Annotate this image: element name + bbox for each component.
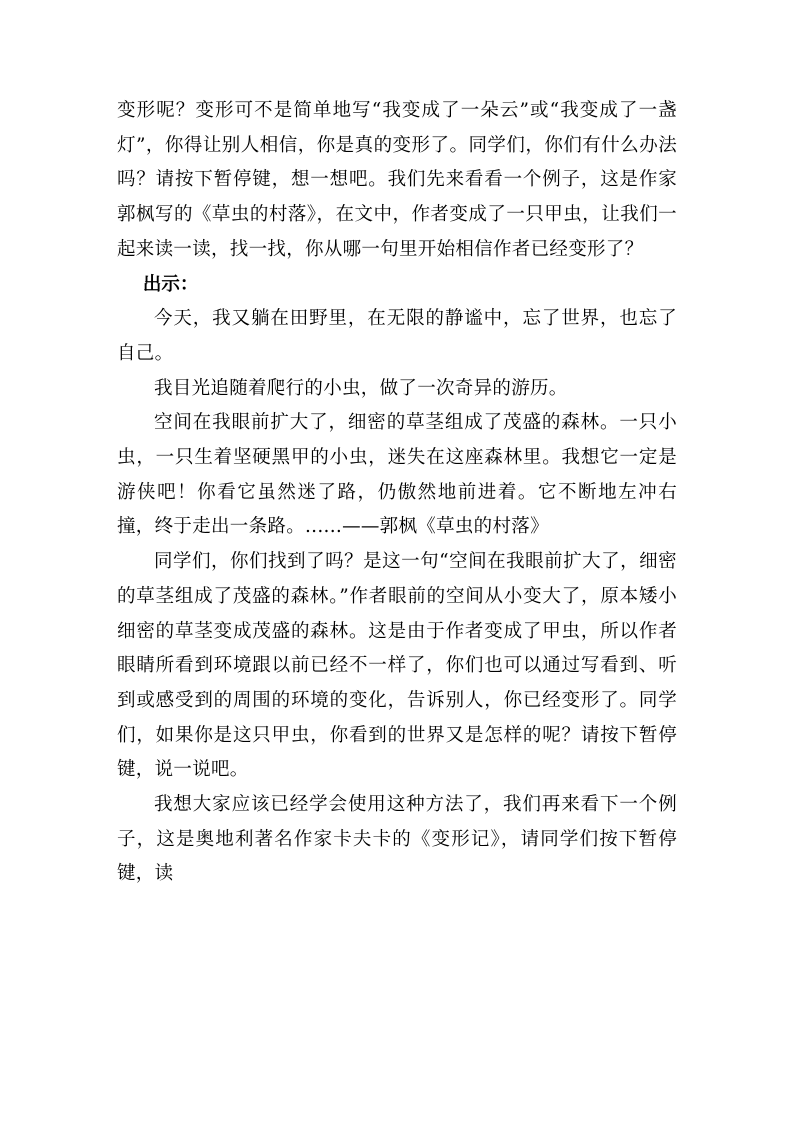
paragraph-quote-1: 今天，我又躺在田野里，在无限的静谧中，忘了世界，也忘了自己。 — [117, 308, 677, 364]
label-show: 出示： — [142, 273, 199, 295]
document-body — [117, 94, 677, 892]
paragraph-quote-3: 空间在我眼前扩大了，细密的草茎组成了茂盛的森林。一只小虫，一只生着坚硬黑甲的小虫，迷失在这座森林里。我想它一定是游侠吧！你看它虽然迷了路，仍傲然地前进着。它不断地左冲右撞，终于走出一条路。......——郭枫《草虫的村落》 — [117, 412, 677, 538]
paragraph-intro: 变形呢？变形可不是简单地写“我变成了一朵云”或“我变成了一盏灯”，你得让别人相信，你是真的变形了。同学们，你们有什么办法吗？请按下暂停键，想一想吧。我们先来看看一个例子，这是作家郭枫写的《草虫的村落》，在文中，作者变成了一只甲虫，让我们一起来读一读，找一找，你从哪一句里开始相信作者已经变形了？ — [117, 100, 677, 260]
paragraph-next-example: 我想大家应该已经学会使用这种方法了，我们再来看下一个例子，这是奥地利著名作家卡夫卡的《变形记》，请同学们按下暂停键，读 — [117, 794, 677, 885]
paragraph-quote-2: 我目光追随着爬行的小虫，做了一次奇异的游历。 — [154, 377, 568, 399]
paragraph-explanation: 同学们，你们找到了吗？是这一句“空间在我眼前扩大了，细密的草茎组成了茂盛的森林。”作者眼前的空间从小变大了，原本矮小细密的草茎变成茂盛的森林。这是由于作者变成了甲虫，所以作者眼睛所看到环境跟以前已经不一样了，你们也可以通过写看到、听到或感受到的周围的环境的变化，告诉别人，你已经变形了。同学们，如果你是这只甲虫，你看到的世界又是怎样的呢？请按下暂停键，说一说吧。 — [117, 551, 677, 781]
